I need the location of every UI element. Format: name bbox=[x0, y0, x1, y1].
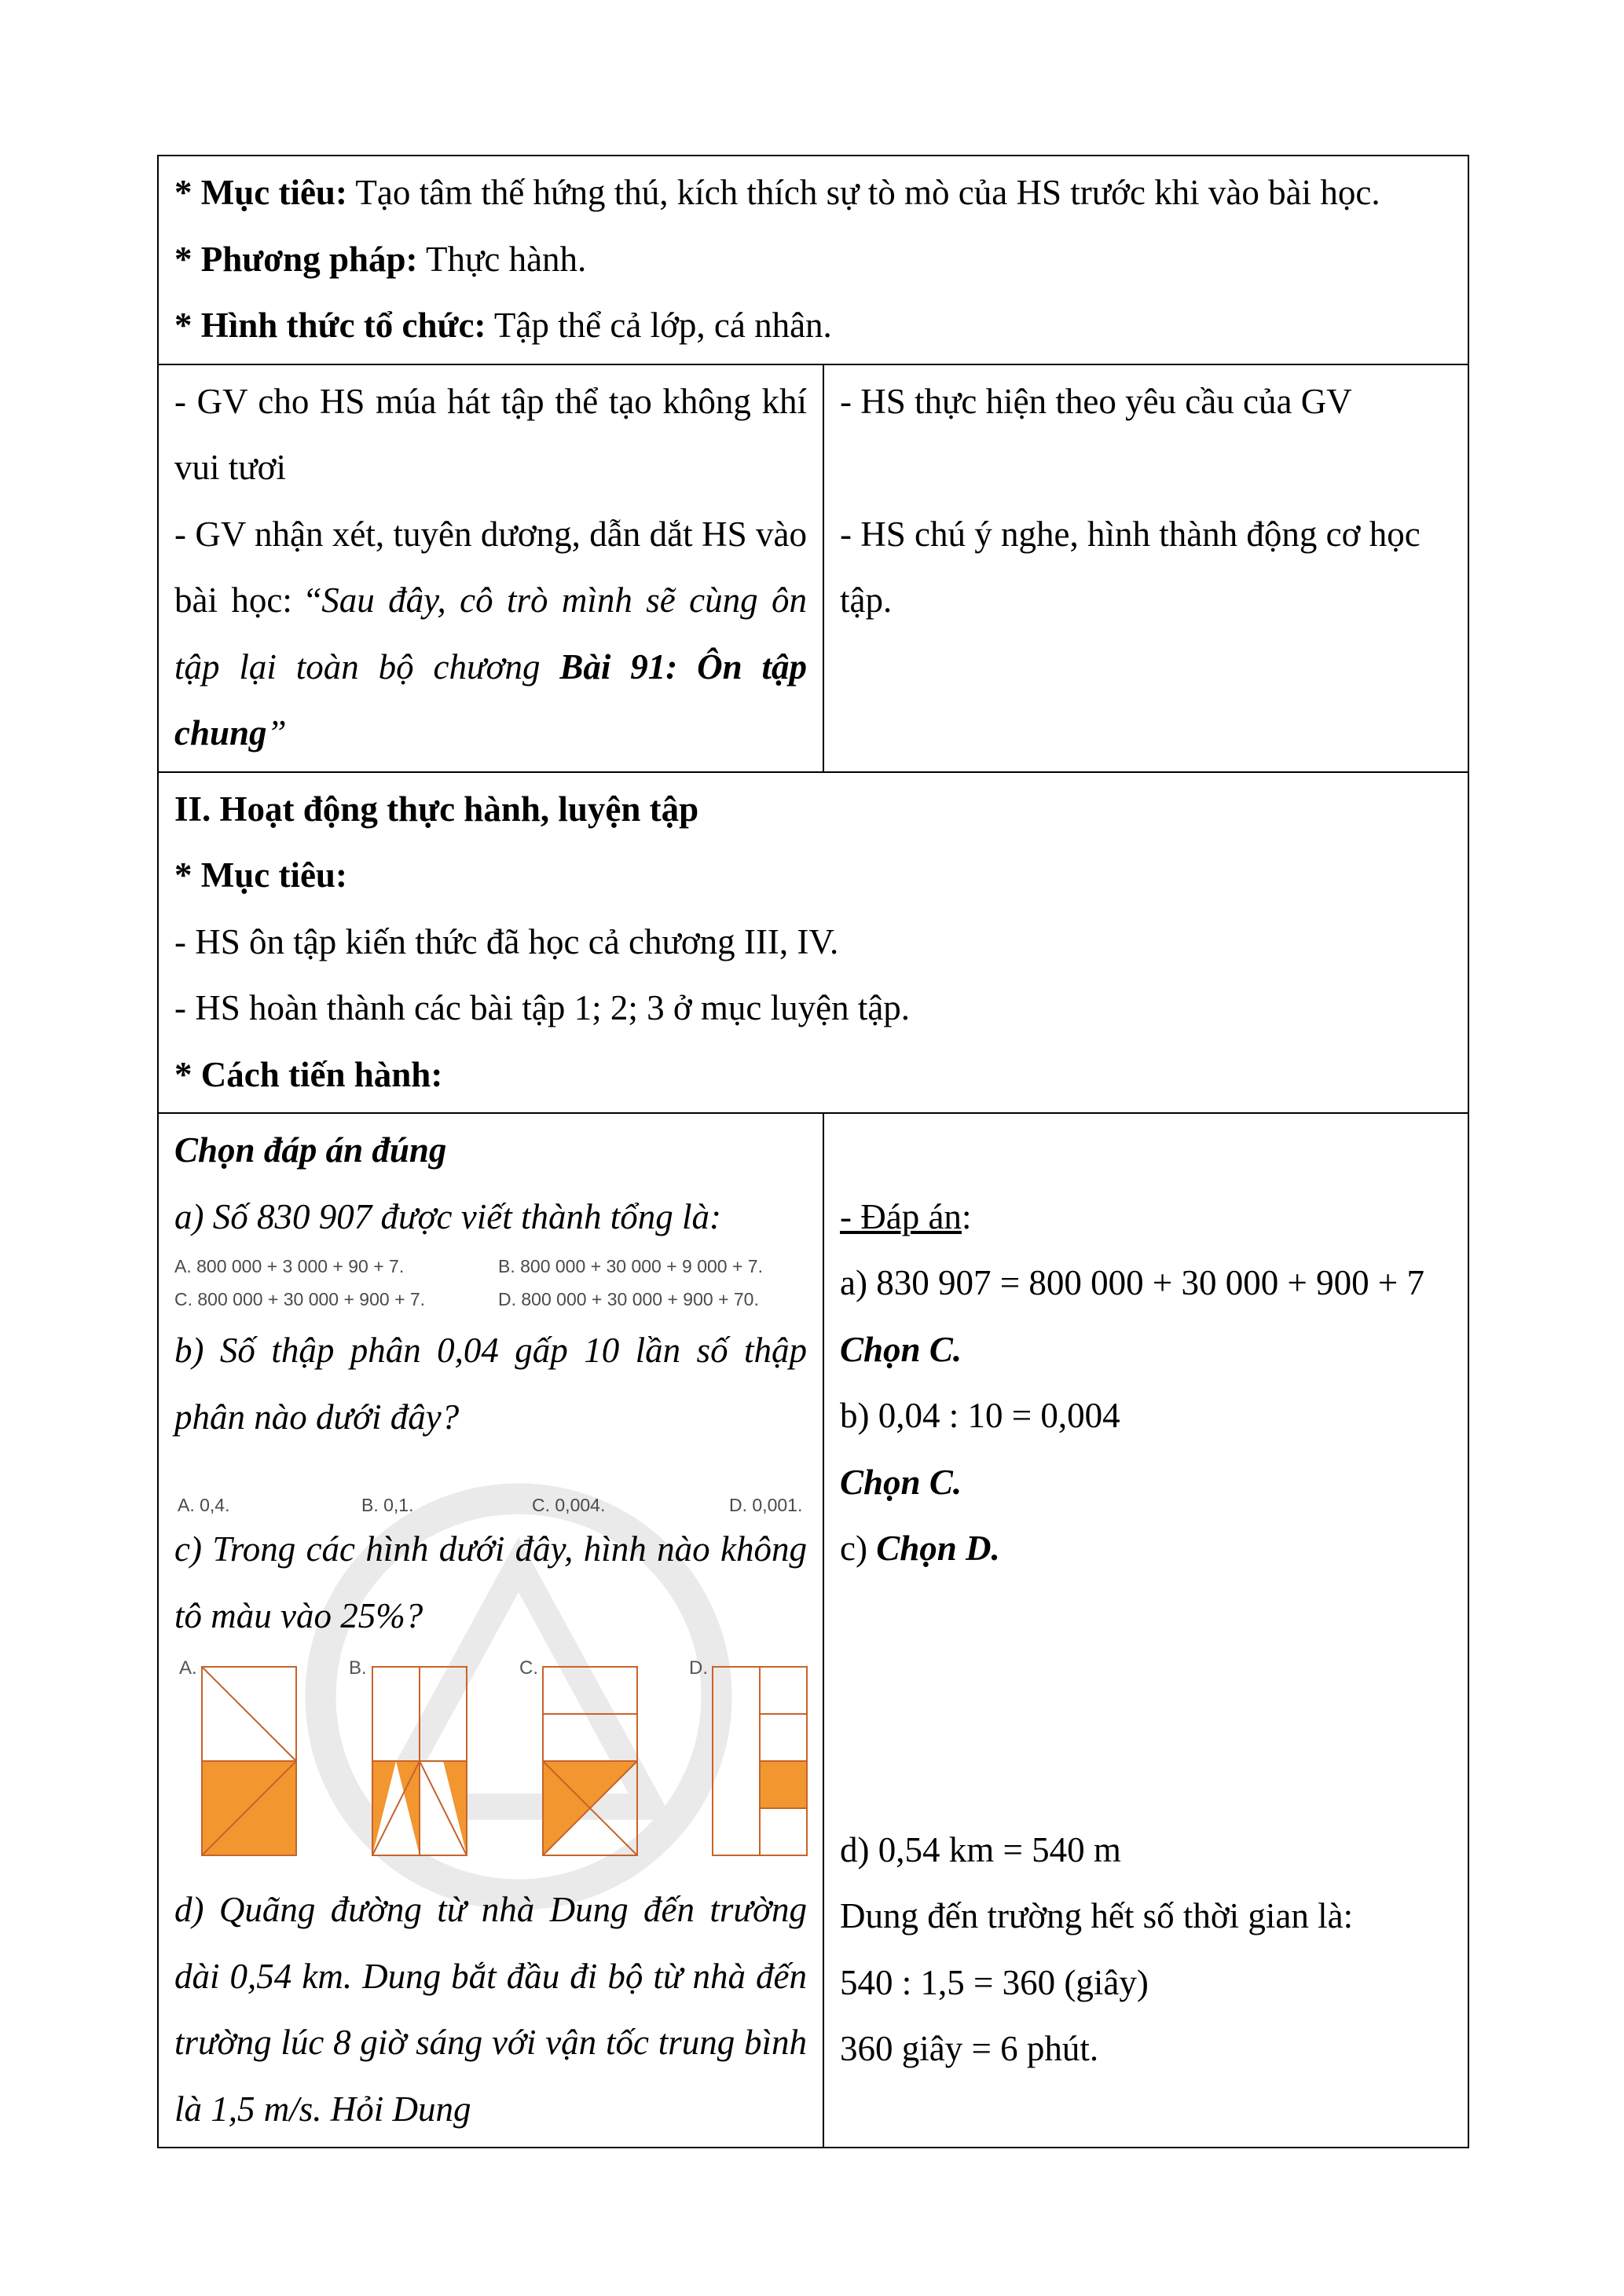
teacher-step-2 bbox=[174, 501, 807, 767]
answer-d-2: Dung đến trường hết số thời gian là: bbox=[840, 1896, 1354, 1935]
student-activity-cell bbox=[823, 364, 1468, 772]
answer-d-4: 360 giây = 6 phút. bbox=[840, 2029, 1099, 2068]
objective-line bbox=[174, 159, 1452, 226]
procedure-label: * Cách tiến hành: bbox=[174, 1054, 443, 1094]
quote-close: ” bbox=[266, 713, 287, 753]
answer-c-choice: Chọn D. bbox=[876, 1529, 1000, 1568]
option-b-C: C. 0,004. bbox=[532, 1495, 606, 1515]
answer-b-choice: Chọn C. bbox=[840, 1462, 962, 1502]
objective-text: Tạo tâm thế hứng thú, kích thích sự tò mò của HS trước khi vào bài học. bbox=[346, 173, 1380, 212]
answer-colon: : bbox=[961, 1196, 972, 1236]
option-b-D: D. 0,001. bbox=[729, 1495, 803, 1515]
question-a: a) Số 830 907 được viết thành tổng là: bbox=[174, 1196, 721, 1236]
option-b-B: B. 0,1. bbox=[361, 1495, 414, 1515]
organization-label: * Hình thức tổ chức: bbox=[174, 306, 486, 345]
answer-c-line bbox=[840, 1515, 1452, 1582]
student-step-2: - HS chú ý nghe, hình thành động cơ học tập. bbox=[840, 514, 1421, 620]
method-line bbox=[174, 226, 1452, 293]
answer-label-line bbox=[840, 1184, 1452, 1251]
teacher-step-2-quote: Sau đây, cô trò mình sẽ cùng ôn tập lại toàn bộ chương bbox=[174, 580, 807, 687]
answer-d-3: 540 : 1,5 = 360 (giây) bbox=[840, 1962, 1149, 2002]
figure-C bbox=[543, 1667, 637, 1855]
answer-c-prefix: c) bbox=[840, 1529, 877, 1568]
question-c: c) Trong các hình dưới đây, hình nào không tô màu vào 25%? bbox=[174, 1529, 807, 1635]
warmup-row bbox=[158, 364, 1468, 772]
question-c-figures bbox=[168, 1649, 807, 1877]
exercise-cell bbox=[158, 1113, 823, 2148]
section-2-cell bbox=[158, 772, 1468, 1114]
answer-label: - Đáp án bbox=[840, 1196, 962, 1236]
figure-label-A: A. bbox=[179, 1657, 197, 1679]
figures-svg bbox=[168, 1649, 820, 1877]
answer-cell bbox=[823, 1113, 1468, 2148]
exercise-row bbox=[158, 1113, 1468, 2148]
figure-label-D: D. bbox=[689, 1657, 708, 1679]
figure-B bbox=[372, 1667, 467, 1855]
lesson-title: Bài 91: Ôn tập chung bbox=[174, 646, 807, 753]
answer-b-calc: b) 0,04 : 10 = 0,004 bbox=[840, 1396, 1120, 1435]
option-a-D: D. 800 000 + 30 000 + 900 + 70. bbox=[498, 1289, 759, 1309]
student-step-1: - HS thực hiện theo yêu cầu của GV bbox=[840, 381, 1352, 421]
intro-cell bbox=[158, 156, 1468, 364]
answer-d-1: d) 0,54 km = 540 m bbox=[840, 1829, 1121, 1869]
figure-label-C: C. bbox=[519, 1657, 538, 1679]
section-2-row bbox=[158, 772, 1468, 1114]
question-d: d) Quãng đường từ nhà Dung đến trường dài 0,54 km. Dung bắt đầu đi bộ từ nhà đến trường lúc 8 giờ sáng với vận tốc trung bình là 1,5 m/s. Hỏi Dung bbox=[174, 1890, 807, 2129]
teacher-activity-cell bbox=[158, 364, 823, 772]
teacher-step-2-prefix: - GV nhận xét, tuyên dương, dẫn dắt HS vào bài học: “ bbox=[174, 514, 807, 620]
question-a-options bbox=[174, 1250, 813, 1317]
figure-label-B: B. bbox=[349, 1657, 367, 1679]
method-label: * Phương pháp: bbox=[174, 239, 418, 279]
lesson-plan-table bbox=[157, 155, 1469, 2148]
option-a-C: C. 800 000 + 30 000 + 900 + 7. bbox=[174, 1289, 426, 1309]
teacher-step-1: - GV cho HS múa hát tập thể tạo không khí vui tươi bbox=[174, 381, 807, 487]
exercise-heading: Chọn đáp án đúng bbox=[174, 1130, 447, 1170]
section-2-title: II. Hoạt động thực hành, luyện tập bbox=[174, 789, 699, 829]
option-a-A: A. 800 000 + 3 000 + 90 + 7. bbox=[174, 1256, 405, 1276]
organization-line bbox=[174, 292, 1452, 359]
section-2-objective-label: * Mục tiêu: bbox=[174, 855, 347, 895]
figure-D bbox=[713, 1667, 807, 1855]
answer-a-calc: a) 830 907 = 800 000 + 30 000 + 900 + 7 bbox=[840, 1263, 1424, 1302]
figure-A bbox=[202, 1667, 296, 1855]
option-b-A: A. 0,4. bbox=[178, 1495, 230, 1515]
question-b-options bbox=[174, 1450, 807, 1516]
intro-row bbox=[158, 156, 1468, 364]
section-2-goal-1: - HS ôn tập kiến thức đã học cả chương III, IV. bbox=[174, 921, 839, 961]
answer-a-choice: Chọn C. bbox=[840, 1329, 962, 1369]
objective-label: * Mục tiêu: bbox=[174, 173, 347, 212]
section-2-goal-2: - HS hoàn thành các bài tập 1; 2; 3 ở mục luyện tập. bbox=[174, 988, 911, 1027]
question-b: b) Số thập phân 0,04 gấp 10 lần số thập phân nào dưới đây? bbox=[174, 1331, 807, 1437]
option-a-B: B. 800 000 + 30 000 + 9 000 + 7. bbox=[498, 1256, 763, 1276]
organization-text: Tập thể cả lớp, cá nhân. bbox=[486, 306, 832, 345]
method-text: Thực hành. bbox=[417, 239, 587, 279]
